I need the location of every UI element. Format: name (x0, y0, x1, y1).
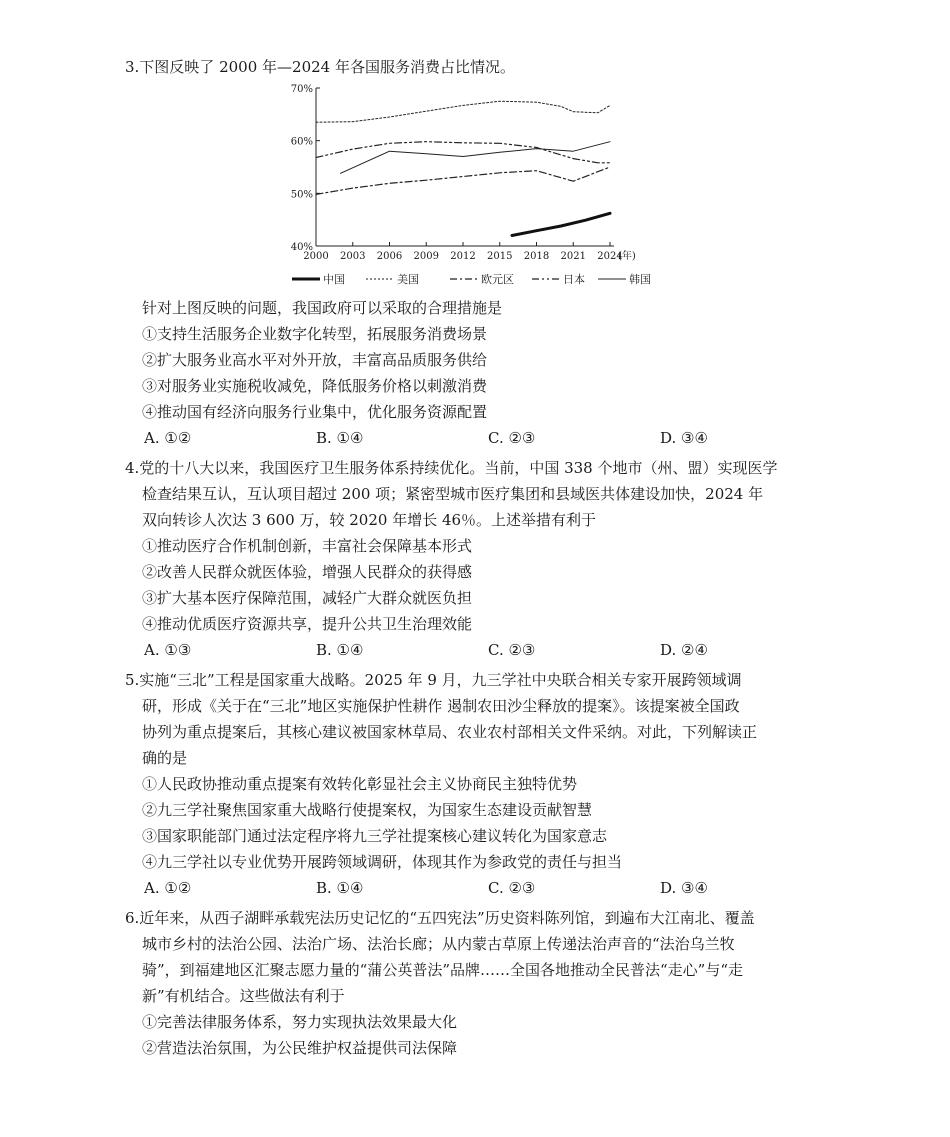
x-tick-label: 2018 (523, 251, 550, 262)
q6-stem-line-4: 新”有机结合。这些做法有利于 (142, 987, 345, 1005)
q3-stem: 3.下图反映了 2000 年—2024 年各国服务消费占比情况。 (125, 58, 515, 76)
q4-option-c[interactable]: C. ②③ (488, 641, 536, 659)
q3-option-a[interactable]: A. ①② (144, 429, 192, 447)
q3-item-3: ③对服务业实施税收减免，降低服务价格以刺激消费 (142, 377, 488, 395)
q5-option-a[interactable]: A. ①② (144, 879, 192, 897)
q5-item-4: ④九三学社以专业优势开展跨领域调研，体现其作为参政党的责任与担当 (142, 853, 623, 871)
x-tick-label: 2006 (376, 251, 403, 262)
x-tick-label: 2021 (560, 251, 586, 262)
q3-option-c[interactable]: C. ②③ (488, 429, 536, 447)
q5-item-3: ③国家职能部门通过法定程序将九三学社提案核心建议转化为国家意志 (142, 827, 608, 845)
series-line-美国 (316, 101, 610, 122)
series-line-欧元区 (316, 167, 610, 194)
x-tick-label: 2009 (413, 251, 439, 262)
q3-option-b[interactable]: B. ①④ (316, 429, 364, 447)
chart-legend (292, 272, 651, 286)
q4-option-d[interactable]: D. ②④ (660, 641, 708, 659)
q3-item-1: ①支持生活服务企业数字化转型，拓展服务消费场景 (142, 325, 488, 343)
legend-label: 美国 (397, 273, 419, 286)
service-consumption-chart (280, 78, 680, 296)
chart-axes (291, 84, 636, 262)
q4-item-3: ③扩大基本医疗保障范围，减轻广大群众就医负担 (142, 589, 473, 607)
q4-stem-line-1: 4.党的十八大以来，我国医疗卫生服务体系持续优化。当前，中国 338 个地市（州、盟）实现医学 (125, 459, 778, 477)
y-tick-label: 50% (290, 189, 313, 201)
q4-item-4: ④推动优质医疗资源共享，提升公共卫生治理效能 (142, 615, 473, 633)
y-tick-label: 70% (290, 84, 313, 95)
q5-option-c[interactable]: C. ②③ (488, 879, 536, 897)
q5-stem-line-3: 协列为重点提案后，其核心建议被国家林草局、农业农村部相关文件采纳。对此，下列解读正 (142, 723, 758, 741)
q4-item-2: ②改善人民群众就医体验，增强人民群众的获得感 (142, 563, 473, 581)
q3-item-4: ④推动国有经济向服务行业集中，优化服务资源配置 (142, 403, 488, 421)
q5-option-d[interactable]: D. ③④ (660, 879, 708, 897)
q4-stem-line-2: 检查结果互认，互认项目超过 200 项；紧密型城市医疗集团和县域医共体建设加快，2024 年 (142, 485, 764, 503)
q4-stem-line-3: 双向转诊人次达 3 600 万，较 2020 年增长 46％。上述举措有利于 (142, 511, 597, 529)
legend-label: 欧元区 (481, 273, 514, 286)
q3-option-d[interactable]: D. ③④ (660, 429, 708, 447)
q6-item-1: ①完善法律服务体系，努力实现执法效果最大化 (142, 1013, 458, 1031)
q5-item-2: ②九三学社聚焦国家重大战略行使提案权，为国家生态建设贡献智慧 (142, 801, 593, 819)
legend-label: 韩国 (629, 273, 651, 286)
legend-label: 中国 (323, 273, 345, 286)
x-tick-label: 2003 (340, 251, 366, 262)
q5-stem-line-2: 研，形成《关于在“三北”地区实施保护性耕作 遏制农田沙尘释放的提案》。该提案被全国政 (142, 697, 740, 715)
series-line-中国 (512, 213, 610, 235)
q4-item-1: ①推动医疗合作机制创新，丰富社会保障基本形式 (142, 537, 473, 555)
x-tick-label: 2024 (597, 251, 623, 262)
q5-item-1: ①人民政协推动重点提案有效转化彰显社会主义协商民主独特优势 (142, 775, 578, 793)
y-tick-label: 40% (290, 242, 313, 253)
x-tick-label: 2000 (303, 251, 329, 262)
q3-item-2: ②扩大服务业高水平对外开放，丰富高品质服务供给 (142, 351, 488, 369)
q6-stem-line-2: 城市乡村的法治公园、法治广场、法治长廊；从内蒙古草原上传递法治声音的“法治乌兰牧 (142, 935, 735, 953)
q6-stem-line-3: 骑”，到福建地区汇聚志愿力量的“蒲公英普法”品牌……全国各地推动全民普法“走心”与“走 (142, 961, 744, 979)
x-tick-label: 2015 (487, 251, 513, 262)
q6-stem-line-1: 6.近年来，从西子湖畔承载宪法历史记忆的“五四宪法”历史资料陈列馆，到遍布大江南北、覆盖 (125, 909, 755, 927)
chart-series (316, 101, 610, 235)
x-axis-label: (年) (618, 251, 636, 262)
q5-stem-line-4: 确的是 (142, 749, 188, 767)
q4-option-a[interactable]: A. ①③ (144, 641, 192, 659)
q5-stem-line-1: 5.实施“三北”工程是国家重大战略。2025 年 9 月，九三学社中央联合相关专家开展跨领域调 (125, 671, 742, 689)
y-tick-label: 60% (290, 136, 313, 148)
q5-option-b[interactable]: B. ①④ (316, 879, 364, 897)
q4-option-b[interactable]: B. ①④ (316, 641, 364, 659)
q6-item-2: ②营造法治氛围，为公民维护权益提供司法保障 (142, 1039, 458, 1057)
x-tick-label: 2012 (450, 251, 476, 262)
series-line-日本 (316, 142, 610, 163)
q3-question: 针对上图反映的问题，我国政府可以采取的合理措施是 (142, 299, 503, 317)
legend-label: 日本 (563, 273, 585, 286)
